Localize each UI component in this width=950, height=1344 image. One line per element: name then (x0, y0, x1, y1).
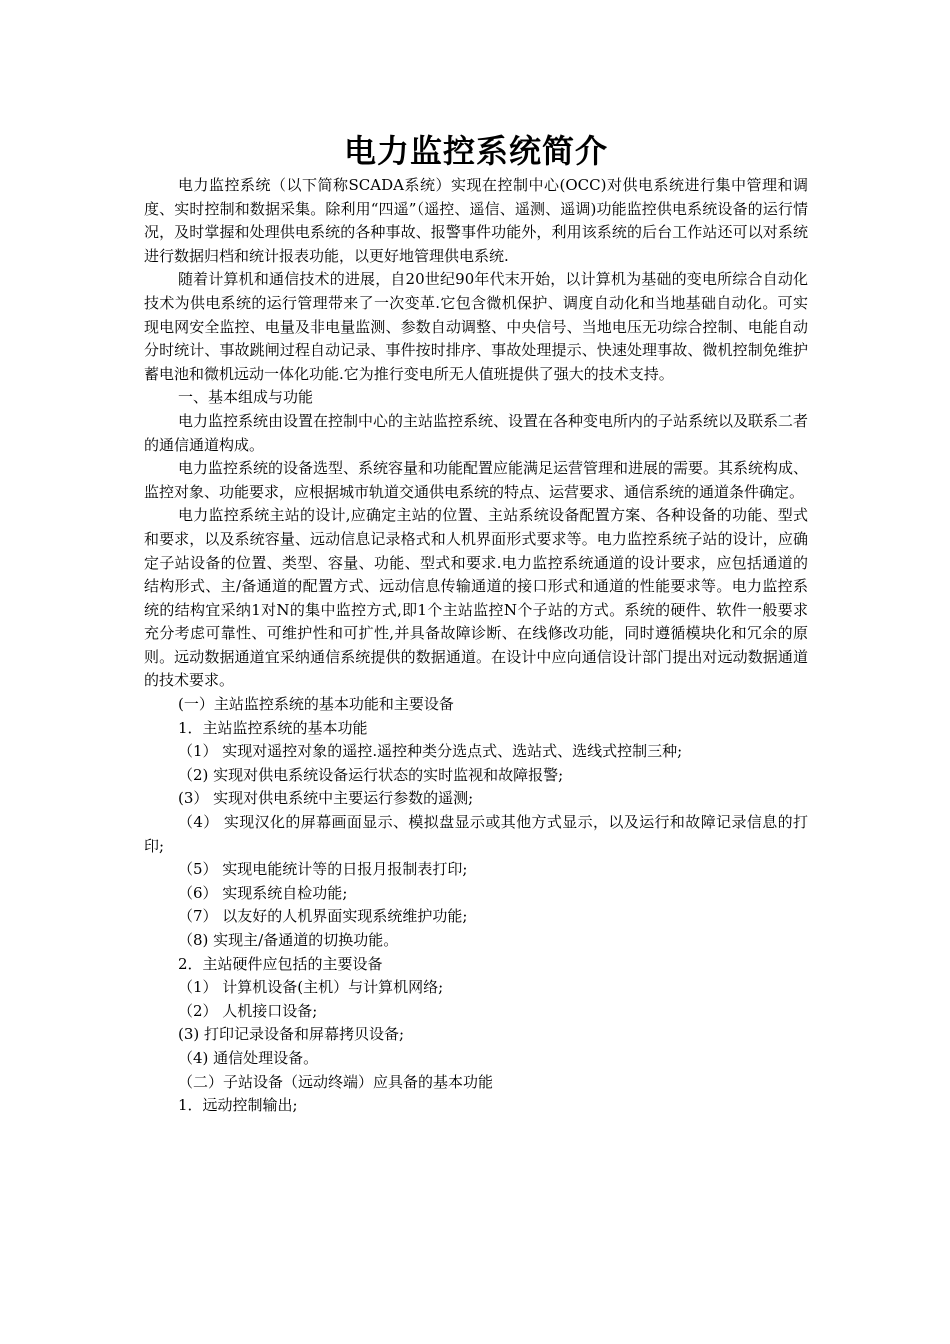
document-title: 电力监控系统简介 (343, 132, 608, 170)
list-item: 1．远动控制输出; (178, 1096, 298, 1115)
list-item: (3) 打印记录设备和屏幕拷贝设备; (178, 1025, 405, 1044)
document-body (144, 128, 808, 1118)
list-item: （2） 人机接口设备; (178, 1001, 318, 1020)
list-item: （6） 实现系统自检功能; (178, 883, 348, 902)
subsection-heading-master-functions: (一）主站监控系统的基本功能和主要设备 (178, 695, 454, 714)
list-item: (3） 实现对供电系统中主要运行参数的遥测; (178, 789, 474, 808)
section-heading-basic-composition: 一、基本组成与功能 (178, 388, 314, 407)
list-item: （1） 实现对遥控对象的遥控.遥控种类分选点式、选站式、选线式控制三种; (178, 742, 683, 761)
list-item: （4） 实现汉化的屏幕画面显示、模拟盘显示或其他方式显示，以及运行和故障记录信息的打印; (144, 813, 808, 855)
list-item: （8) 实现主/备通道的切换功能。 (178, 931, 399, 949)
paragraph-intro: 电力监控系统（以下简称SCADA系统）实现在控制中心(OCC)对供电系统进行集中管理和调度、实时控制和数据采集。除利用“四遥”（遥控、遥信、遥测、遥调)功能监控供电系统设备的运行情况，及时掌握和处理供电系统的各种事故、报警事件功能外，利用该系统的后台工作站还可以对系统进行数据归档和统计报表功能，以更好地管理供电系统. (144, 176, 808, 265)
list-item: （4) 通信处理设备。 (178, 1048, 319, 1067)
list-item: （2) 实现对供电系统设备运行状态的实时监视和故障报警; (178, 765, 564, 784)
paragraph-composition: 电力监控系统由设置在控制中心的主站监控系统、设置在各种变电所内的子站系统以及联系二者的通信通道构成。 (144, 411, 809, 454)
paragraph-history: 随着计算机和通信技术的进展，自20世纪90年代末开始，以计算机为基础的变电所综合自动化技术为供电系统的运行管理带来了一次变革.它包含微机保护、调度自动化和当地基础自动化。可实现电网安全监控、电量及非电量监测、参数自动调整、中央信号、当地电压无功综合控制、电能自动分时统计、事故跳闸过程自动记录、事件按时排序、事故处理提示、快速处理事故、微机控制免维护蓄电池和微机远动一体化功能.它为推行变电所无人值班提供了强大的技术支持。 (144, 270, 808, 383)
list-item: （1） 计算机设备(主机）与计算机网络; (178, 978, 444, 997)
subsection-heading-substation-functions: （二）子站设备（远动终端）应具备的基本功能 (178, 1072, 494, 1091)
paragraph-equipment-selection: 电力监控系统的设备选型、系统容量和功能配置应能满足运营管理和进展的需要。其系统构成、监控对象、功能要求，应根据城市轨道交通供电系统的特点、运营要求、通信系统的通道条件确定。 (144, 459, 809, 501)
paragraph-master-station-design: 电力监控系统主站的设计,应确定主站的位置、主站系统设备配置方案、各种设备的功能、型式和要求，以及系统容量、远动信息记录格式和人机界面形式要求等。电力监控系统子站的设计，应确定子站设备的位置、类型、容量、功能、型式和要求.电力监控系统通道的设计要求，应包括通道的结构形式、主/备通道的配置方式、远动信息传输通道的接口形式和通道的性能要求等。电力监控系统的结构宜采纳1对N的集中监控方式,即1个主站监控N个子站的方式。系统的硬件、软件一般要求充分考虑可靠性、可维护性和可扩性,并具备故障诊断、在线修改功能，同时遵循模块化和冗余的原则。远动数据通道宜采纳通信系统提供的数据通道。在设计中应向通信设计部门提出对远动数据通道的技术要求。 (144, 506, 808, 690)
list-heading-basic-functions: 1．主站监控系统的基本功能 (178, 718, 368, 737)
list-item: （7） 以友好的人机界面实现系统维护功能; (178, 907, 468, 926)
list-item: （5） 实现电能统计等的日报月报制表打印; (178, 860, 468, 879)
list-heading-hardware: 2．主站硬件应包括的主要设备 (178, 954, 383, 973)
